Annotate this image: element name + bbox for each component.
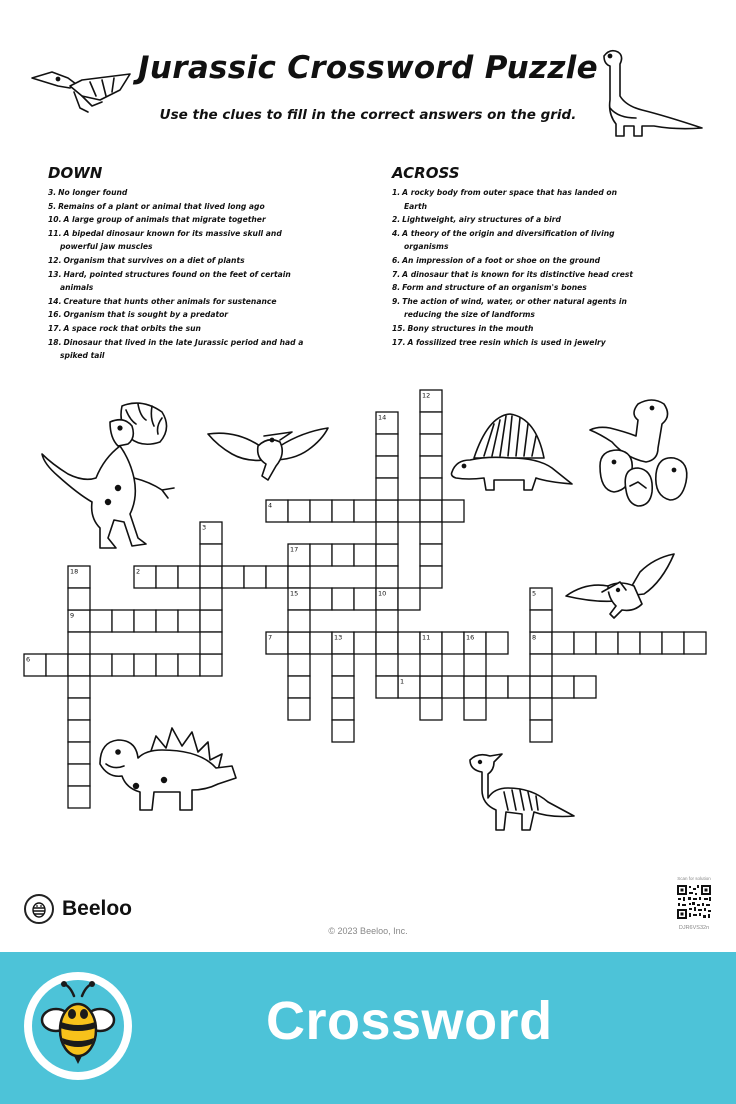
grid-cell[interactable] [288, 610, 310, 632]
clue-number-label: 3 [202, 523, 207, 532]
clue-number: 13. [48, 269, 62, 279]
grid-cell[interactable] [68, 588, 90, 610]
grid-cell[interactable] [640, 632, 662, 654]
grid-cell[interactable] [442, 632, 464, 654]
clue-number-label: 6 [26, 655, 31, 664]
dimetrodon-icon [448, 412, 574, 496]
brand-name: Beeloo [62, 897, 133, 920]
clue-number: 8. [392, 283, 401, 293]
clue-number: 14. [48, 296, 62, 306]
grid-cell[interactable] [464, 698, 486, 720]
clue-number-label: 4 [268, 501, 273, 510]
grid-cell[interactable] [68, 720, 90, 742]
grid-cell[interactable] [200, 544, 222, 566]
grid-cell[interactable] [442, 500, 464, 522]
clue-number: 4. [392, 228, 401, 238]
clue-text: Hard, pointed structures found on the feet of certain animals [60, 269, 291, 293]
grid-cell[interactable] [398, 500, 420, 522]
grid-cell[interactable] [332, 544, 354, 566]
grid-cell[interactable] [310, 500, 332, 522]
grid-cell[interactable] [46, 654, 68, 676]
grid-cell[interactable] [464, 654, 486, 676]
pterodactyl-icon [206, 424, 330, 488]
clue-number-label: 14 [378, 413, 387, 422]
grid-cell[interactable] [222, 566, 244, 588]
pterodactyl-icon [564, 552, 676, 620]
clue-number-label: 12 [422, 391, 431, 400]
grid-cell[interactable] [156, 610, 178, 632]
clue-text: Organism that survives on a diet of plants [63, 255, 245, 265]
grid-cell[interactable] [420, 544, 442, 566]
grid-cell[interactable] [618, 632, 640, 654]
clue-text: Organism that is sought by a predator [63, 310, 229, 320]
clue-text: An impression of a foot or shoe on the ground [402, 255, 601, 265]
grid-cell[interactable] [244, 566, 266, 588]
grid-cell[interactable] [156, 654, 178, 676]
grid-cell[interactable] [266, 566, 288, 588]
qr-code-id: DJR6VS32n [678, 925, 710, 931]
grid-cell[interactable] [486, 676, 508, 698]
clue-number: 9. [392, 296, 401, 306]
grid-cell[interactable] [200, 566, 222, 588]
clue-text: Remains of a plant or animal that lived long ago [58, 201, 265, 211]
grid-cell[interactable] [376, 434, 398, 456]
grid-cell[interactable] [310, 632, 332, 654]
grid-cell[interactable] [200, 610, 222, 632]
clue-number: 17. [392, 337, 406, 347]
clue-text: No longer found [58, 188, 128, 197]
grid-cell[interactable] [420, 676, 442, 698]
grid-cell[interactable] [530, 654, 552, 676]
grid-cell[interactable] [288, 500, 310, 522]
grid-cell[interactable] [376, 632, 398, 654]
clue-number: 3. [48, 188, 57, 197]
page-subtitle: Use the clues to fill in the correct answers on the grid. [159, 107, 577, 123]
grid-cell[interactable] [530, 698, 552, 720]
clue-number-label: 17 [290, 545, 299, 554]
clue-text: A bipedal dinosaur known for its massive skull and powerful jaw muscles [60, 228, 282, 252]
grid-cell[interactable] [376, 456, 398, 478]
clue-number: 12. [48, 255, 62, 265]
banner-label: Crossword [266, 991, 553, 1051]
grid-cell[interactable] [288, 632, 310, 654]
clue-number: 15. [392, 323, 406, 333]
grid-cell[interactable] [354, 588, 376, 610]
grid-cell[interactable] [178, 610, 200, 632]
clue-number-label: 7 [268, 633, 273, 642]
clue-text: A rocky body from outer space that has landed on Earth [402, 188, 618, 211]
grid-cell[interactable] [376, 522, 398, 544]
grid-cell[interactable] [552, 632, 574, 654]
clue-number-label: 1 [400, 677, 405, 686]
clue-number-label: 13 [334, 633, 343, 642]
grid-cell[interactable] [288, 654, 310, 676]
clue-text: Creature that hunts other animals for sustenance [63, 296, 277, 306]
grid-cell[interactable] [288, 566, 310, 588]
grid-cell[interactable] [354, 500, 376, 522]
grid-cell[interactable] [420, 698, 442, 720]
grid-cell[interactable] [332, 654, 354, 676]
clue-text: A dinosaur that is known for its distinctive head crest [402, 269, 634, 279]
clue-number-label: 11 [422, 633, 431, 642]
grid-cell[interactable] [376, 654, 398, 676]
stegosaurus-icon [96, 724, 240, 814]
grid-cell[interactable] [398, 632, 420, 654]
clue-number: 18. [48, 337, 62, 347]
grid-cell[interactable] [486, 632, 508, 654]
grid-cell[interactable] [112, 610, 134, 632]
grid-cell[interactable] [354, 632, 376, 654]
bee-icon [24, 894, 54, 924]
grid-cell[interactable] [420, 434, 442, 456]
clue-number-label: 18 [70, 567, 79, 576]
grid-cell[interactable] [398, 588, 420, 610]
clue-text: Bony structures in the mouth [407, 323, 534, 333]
grid-cell[interactable] [376, 610, 398, 632]
grid-cell[interactable] [288, 698, 310, 720]
grid-cell[interactable] [574, 632, 596, 654]
clue-number-label: 2 [136, 567, 141, 576]
clue-number-label: 15 [290, 589, 299, 598]
grid-cell[interactable] [332, 676, 354, 698]
grid-cell[interactable] [134, 610, 156, 632]
grid-cell[interactable] [200, 654, 222, 676]
grid-cell[interactable] [200, 588, 222, 610]
copyright: © 2023 Beeloo, Inc. [328, 926, 408, 936]
grid-cell[interactable] [376, 478, 398, 500]
across-heading: ACROSS [392, 164, 460, 182]
grid-cell[interactable] [376, 566, 398, 588]
grid-cell[interactable] [530, 720, 552, 742]
qr-label: Scan for solution [677, 876, 711, 881]
grid-cell[interactable] [420, 478, 442, 500]
grid-cell[interactable] [442, 676, 464, 698]
grid-cell[interactable] [68, 632, 90, 654]
clue-number: 2. [392, 215, 401, 225]
parasaurolophus-icon [468, 750, 576, 834]
page-title: Jurassic Crossword Puzzle [138, 50, 598, 86]
grid-cell[interactable] [310, 588, 332, 610]
clue-number: 10. [48, 215, 62, 225]
grid-cell[interactable] [420, 456, 442, 478]
grid-cell[interactable] [596, 632, 618, 654]
clue-text: The action of wind, water, or other natural agents in reducing the size of landforms [402, 296, 627, 320]
grid-cell[interactable] [332, 588, 354, 610]
clue-number-label: 8 [532, 633, 537, 642]
grid-cell[interactable] [376, 500, 398, 522]
clue-number: 6. [392, 255, 401, 265]
grid-cell[interactable] [332, 500, 354, 522]
grid-cell[interactable] [464, 676, 486, 698]
down-heading: DOWN [48, 164, 103, 182]
grid-cell[interactable] [530, 676, 552, 698]
grid-cell[interactable] [90, 610, 112, 632]
grid-cell[interactable] [552, 676, 574, 698]
qr-code-icon [676, 884, 712, 920]
grid-cell[interactable] [574, 676, 596, 698]
clue-number: 17. [48, 323, 62, 333]
clue-number: 5. [48, 201, 57, 211]
grid-cell[interactable] [354, 544, 376, 566]
grid-cell[interactable] [332, 698, 354, 720]
grid-cell[interactable] [420, 500, 442, 522]
grid-cell[interactable] [420, 412, 442, 434]
grid-cell[interactable] [68, 764, 90, 786]
grid-cell[interactable] [178, 654, 200, 676]
grid-cell[interactable] [200, 632, 222, 654]
clue-text: Lightweight, airy structures of a bird [402, 215, 561, 225]
grid-cell[interactable] [178, 566, 200, 588]
grid-cell[interactable] [530, 610, 552, 632]
clue-number: 7. [392, 269, 401, 279]
clue-number-label: 5 [532, 589, 537, 598]
grid-cell[interactable] [288, 676, 310, 698]
grid-cell[interactable] [156, 566, 178, 588]
grid-cell[interactable] [420, 522, 442, 544]
clue-number-label: 9 [70, 611, 75, 620]
grid-cell[interactable] [662, 632, 684, 654]
clue-number-label: 16 [466, 633, 475, 642]
clue-number-label: 10 [378, 589, 387, 598]
clue-number: 16. [48, 310, 62, 320]
grid-cell[interactable] [310, 544, 332, 566]
clue-number: 11. [48, 228, 62, 238]
grid-cell[interactable] [684, 632, 706, 654]
clue-text: A theory of the origin and diversification of living organisms [402, 228, 615, 252]
clue-text: A space rock that orbits the sun [63, 323, 201, 333]
grid-cell[interactable] [68, 676, 90, 698]
grid-cell[interactable] [90, 654, 112, 676]
grid-cell[interactable] [508, 676, 530, 698]
clue-number: 1. [392, 188, 401, 197]
grid-cell[interactable] [68, 654, 90, 676]
dilophosaurus-icon [38, 398, 182, 558]
grid-cell[interactable] [112, 654, 134, 676]
grid-cell[interactable] [134, 654, 156, 676]
grid-cell[interactable] [420, 654, 442, 676]
bee-icon [22, 970, 134, 1082]
grid-cell[interactable] [68, 698, 90, 720]
baby-dinos-icon [586, 396, 698, 510]
grid-cell[interactable] [68, 742, 90, 764]
grid-cell[interactable] [376, 544, 398, 566]
clue-text: A fossilized tree resin which is used in jewelry [407, 337, 606, 347]
grid-cell[interactable] [68, 786, 90, 808]
clue-text: Dinosaur that lived in the late Jurassic period and had a spiked tail [60, 337, 304, 361]
grid-cell[interactable] [332, 720, 354, 742]
clue-text: A large group of animals that migrate together [63, 215, 266, 225]
grid-cell[interactable] [420, 566, 442, 588]
grid-cell[interactable] [376, 676, 398, 698]
clue-text: Form and structure of an organism's bones [402, 283, 587, 293]
brand-logo [24, 894, 132, 924]
